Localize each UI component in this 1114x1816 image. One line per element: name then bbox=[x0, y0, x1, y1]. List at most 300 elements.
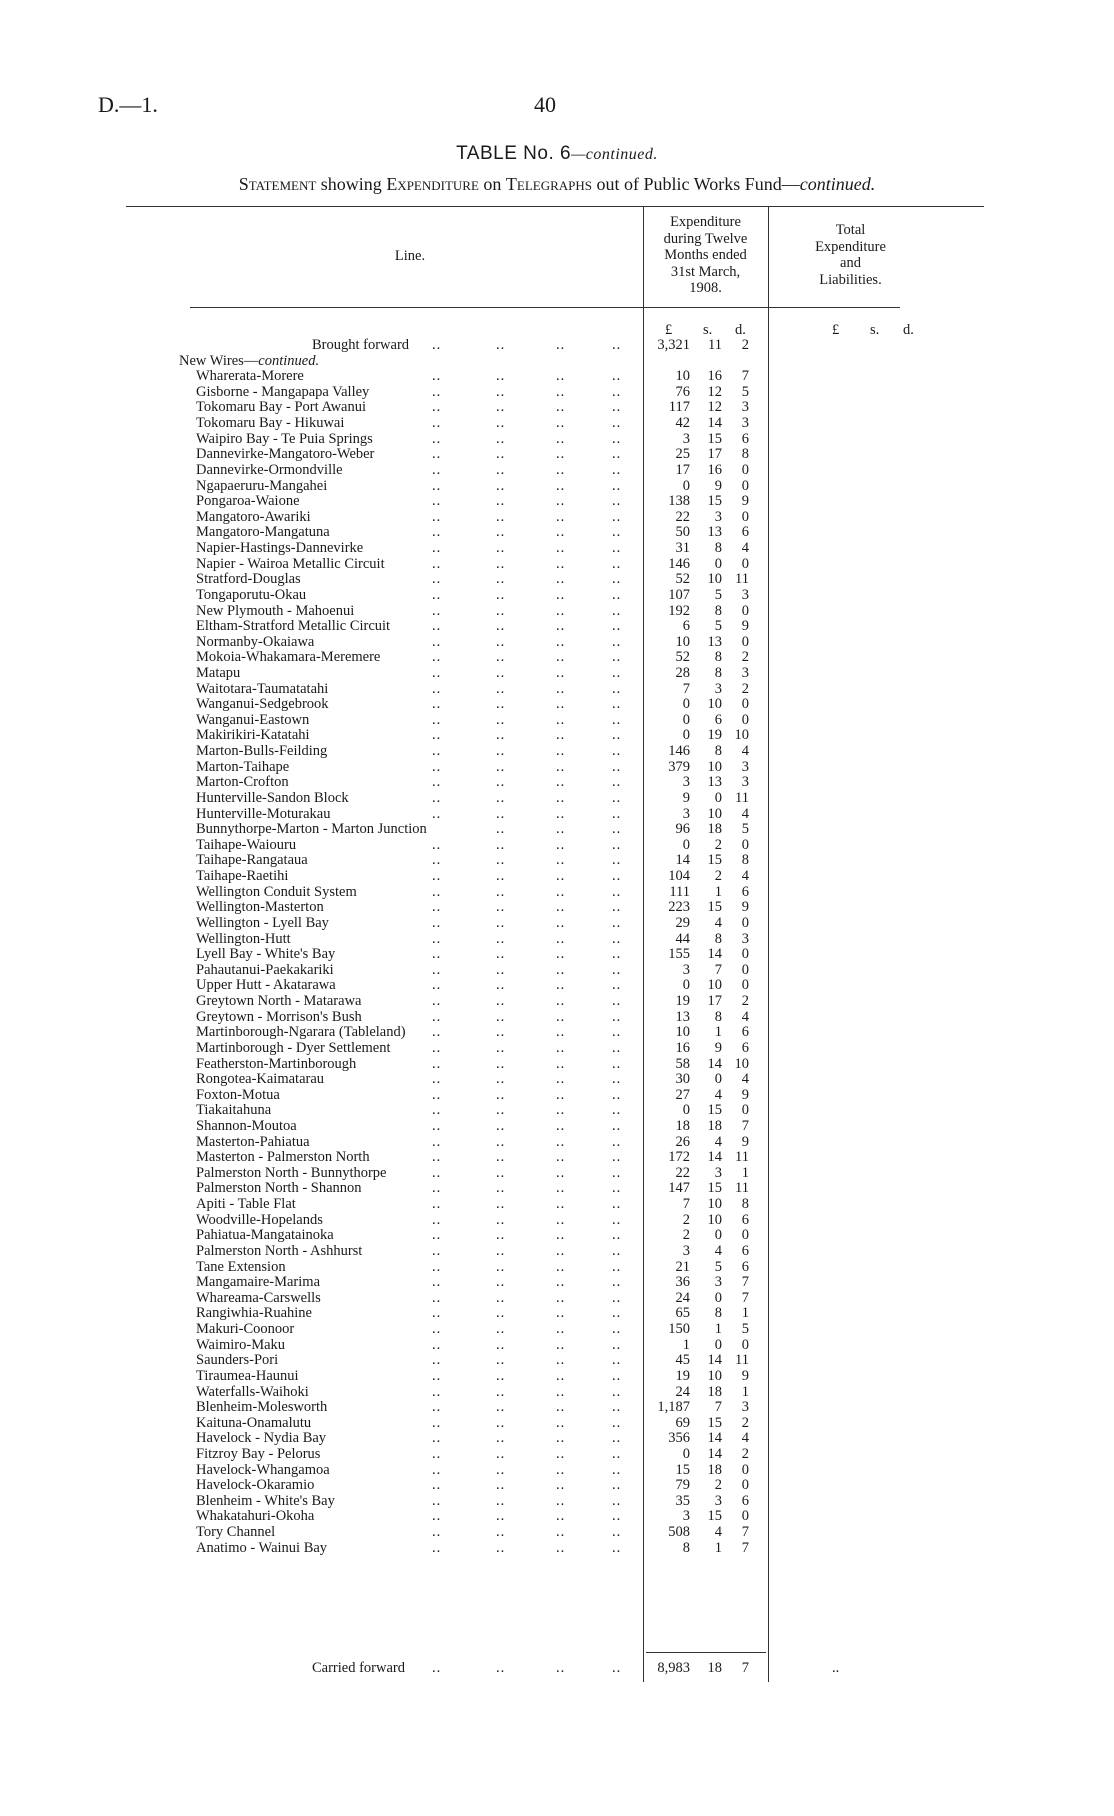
leader-dot: .. bbox=[432, 368, 442, 384]
leader-dot: .. bbox=[432, 446, 442, 462]
leader-dot: .. bbox=[496, 665, 506, 681]
leader-dot: .. bbox=[556, 1290, 566, 1306]
pounds-value: 44 bbox=[675, 931, 690, 947]
currency-pounds-label: £ bbox=[665, 322, 673, 338]
table-row bbox=[0, 1290, 1114, 1306]
pounds-value: 24 bbox=[675, 1290, 690, 1306]
leader-dot: .. bbox=[556, 415, 566, 431]
leader-dot: .. bbox=[612, 899, 622, 915]
table-row bbox=[0, 931, 1114, 947]
pounds-value: 0 bbox=[682, 696, 690, 712]
leader-dot: .. bbox=[612, 915, 622, 931]
row-label: Matapu bbox=[196, 665, 241, 681]
table-row bbox=[0, 1508, 1114, 1524]
row-label: Pongaroa-Waione bbox=[196, 493, 300, 509]
leader-dot: .. bbox=[496, 509, 506, 525]
table-row bbox=[0, 587, 1114, 603]
leader-dot: .. bbox=[496, 1118, 506, 1134]
table-row bbox=[0, 493, 1114, 509]
leader-dot: .. bbox=[612, 1009, 622, 1025]
pounds-value: 3 bbox=[682, 1508, 690, 1524]
leader-dot: .. bbox=[496, 368, 506, 384]
pence-value: 4 bbox=[741, 1430, 749, 1446]
pence-value: 6 bbox=[741, 1493, 749, 1509]
leader-dot: .. bbox=[556, 509, 566, 525]
document-code: D.—1. bbox=[98, 92, 158, 117]
leader-dot: .. bbox=[556, 337, 566, 353]
leader-dot: .. bbox=[496, 681, 506, 697]
table-row bbox=[0, 603, 1114, 619]
leader-dot: .. bbox=[612, 931, 622, 947]
pounds-value: 0 bbox=[682, 1102, 690, 1118]
row-label: Woodville-Hopelands bbox=[196, 1212, 323, 1228]
table-row bbox=[0, 1009, 1114, 1025]
leader-dot: .. bbox=[612, 368, 622, 384]
leader-dot: .. bbox=[556, 743, 566, 759]
pounds-value: 379 bbox=[668, 759, 690, 775]
pence-value: 9 bbox=[741, 493, 749, 509]
pounds-value: 146 bbox=[668, 556, 690, 572]
leader-dot: .. bbox=[496, 1259, 506, 1275]
row-label: Bunnythorpe-Marton - Marton Junction bbox=[196, 821, 427, 837]
table-row bbox=[0, 399, 1114, 415]
pounds-value: 356 bbox=[668, 1430, 690, 1446]
leader-dot: .. bbox=[432, 1274, 442, 1290]
pounds-value: 17 bbox=[675, 462, 690, 478]
leader-dot: .. bbox=[556, 665, 566, 681]
pounds-value: 10 bbox=[675, 1024, 690, 1040]
shillings-value: 8 bbox=[714, 540, 722, 556]
row-label: Upper Hutt - Akatarawa bbox=[196, 977, 336, 993]
table-row bbox=[0, 1149, 1114, 1165]
leader-dot: .. bbox=[432, 478, 442, 494]
leader-dot: .. bbox=[496, 1009, 506, 1025]
pounds-value: 117 bbox=[668, 399, 690, 415]
row-label: Carried forward bbox=[312, 1660, 405, 1676]
table-row bbox=[0, 1462, 1114, 1478]
shillings-value: 14 bbox=[707, 946, 722, 962]
pence-value: 1 bbox=[741, 1384, 749, 1400]
leader-dot: .. bbox=[612, 1446, 622, 1462]
leader-dot: .. bbox=[612, 399, 622, 415]
pounds-value: 192 bbox=[668, 603, 690, 619]
leader-dot: .. bbox=[556, 1243, 566, 1259]
row-label: Tiraumea-Haunui bbox=[196, 1368, 299, 1384]
shillings-value: 15 bbox=[707, 431, 722, 447]
shillings-value: 18 bbox=[707, 1660, 722, 1676]
leader-dot: .. bbox=[612, 868, 622, 884]
table-row bbox=[0, 1259, 1114, 1275]
leader-dot: .. bbox=[556, 1540, 566, 1556]
leader-dot: .. bbox=[556, 1212, 566, 1228]
row-label: Gisborne - Mangapapa Valley bbox=[196, 384, 370, 400]
leader-dot: .. bbox=[432, 743, 442, 759]
expenditure-header-line: 31st March, bbox=[670, 263, 741, 280]
leader-dot: .. bbox=[556, 1087, 566, 1103]
leader-dot: .. bbox=[496, 821, 506, 837]
shillings-value: 17 bbox=[707, 446, 722, 462]
leader-dot: .. bbox=[432, 462, 442, 478]
pounds-value: 96 bbox=[675, 821, 690, 837]
leader-dot: .. bbox=[556, 634, 566, 650]
leader-dot: .. bbox=[612, 977, 622, 993]
shillings-value: 18 bbox=[707, 1384, 722, 1400]
table-row bbox=[0, 1321, 1114, 1337]
table-row bbox=[0, 1134, 1114, 1150]
leader-dot: .. bbox=[432, 759, 442, 775]
leader-dot: .. bbox=[496, 962, 506, 978]
row-label: Foxton-Motua bbox=[196, 1087, 280, 1103]
pence-value: 4 bbox=[741, 1071, 749, 1087]
row-label: Napier-Hastings-Dannevirke bbox=[196, 540, 364, 556]
pounds-value: 508 bbox=[668, 1524, 690, 1540]
leader-dot: .. bbox=[496, 556, 506, 572]
leader-dot: .. bbox=[612, 821, 622, 837]
leader-dot: .. bbox=[496, 1134, 506, 1150]
pounds-value: 0 bbox=[682, 837, 690, 853]
leader-dot: .. bbox=[612, 681, 622, 697]
leader-dot: .. bbox=[556, 1056, 566, 1072]
pence-value: 0 bbox=[741, 696, 749, 712]
shillings-value: 15 bbox=[707, 1415, 722, 1431]
table-row bbox=[0, 1196, 1114, 1212]
leader-dot: .. bbox=[432, 1024, 442, 1040]
shillings-value: 0 bbox=[714, 1290, 722, 1306]
row-label: Rongotea-Kaimatarau bbox=[196, 1071, 325, 1087]
table-row bbox=[0, 1087, 1114, 1103]
table-row bbox=[0, 743, 1114, 759]
leader-dot: .. bbox=[432, 399, 442, 415]
shillings-value: 18 bbox=[707, 821, 722, 837]
leader-dot: .. bbox=[612, 790, 622, 806]
leader-dot: .. bbox=[612, 1660, 622, 1676]
leader-dot: .. bbox=[556, 1305, 566, 1321]
row-label: Palmerston North - Shannon bbox=[196, 1180, 362, 1196]
table-row bbox=[0, 884, 1114, 900]
pence-value: 0 bbox=[741, 1102, 749, 1118]
leader-dot: .. bbox=[612, 962, 622, 978]
pounds-value: 21 bbox=[675, 1259, 690, 1275]
row-label: Shannon-Moutoa bbox=[196, 1118, 297, 1134]
leader-dot: .. bbox=[556, 946, 566, 962]
pounds-value: 76 bbox=[675, 384, 690, 400]
row-label: Makirikiri-Katatahi bbox=[196, 727, 310, 743]
pounds-value: 10 bbox=[675, 368, 690, 384]
leader-dot: .. bbox=[612, 1149, 622, 1165]
leader-dot: .. bbox=[496, 1071, 506, 1087]
pence-value: 0 bbox=[741, 462, 749, 478]
table-row bbox=[0, 1165, 1114, 1181]
leader-dot: .. bbox=[496, 618, 506, 634]
pounds-value: 18 bbox=[675, 1118, 690, 1134]
table-row bbox=[0, 962, 1114, 978]
row-label: Wellington-Hutt bbox=[196, 931, 291, 947]
row-label: Pahiatua-Mangatainoka bbox=[196, 1227, 334, 1243]
pence-value: 8 bbox=[741, 852, 749, 868]
pence-value: 4 bbox=[741, 743, 749, 759]
row-label: Havelock-Okaramio bbox=[196, 1477, 315, 1493]
shillings-value: 8 bbox=[714, 743, 722, 759]
leader-dot: .. bbox=[432, 1290, 442, 1306]
row-label: Mangamaire-Marima bbox=[196, 1274, 321, 1290]
row-label: Apiti - Table Flat bbox=[196, 1196, 296, 1212]
row-label: Eltham-Stratford Metallic Circuit bbox=[196, 618, 391, 634]
shillings-value: 8 bbox=[714, 603, 722, 619]
shillings-value: 2 bbox=[714, 868, 722, 884]
row-label: Kaituna-Onamalutu bbox=[196, 1415, 312, 1431]
leader-dot: .. bbox=[556, 962, 566, 978]
row-label: Marton-Taihape bbox=[196, 759, 290, 775]
leader-dot: .. bbox=[496, 1056, 506, 1072]
pounds-value: 16 bbox=[675, 1040, 690, 1056]
leader-dot: .. bbox=[556, 556, 566, 572]
pence-value: 0 bbox=[741, 915, 749, 931]
pence-value: 0 bbox=[741, 1508, 749, 1524]
brought-forward-row bbox=[0, 337, 1114, 353]
pounds-value: 1 bbox=[682, 1337, 690, 1353]
leader-dot: .. bbox=[612, 759, 622, 775]
pounds-value: 172 bbox=[668, 1149, 690, 1165]
leader-dot: .. bbox=[612, 1180, 622, 1196]
pence-value: 9 bbox=[741, 1368, 749, 1384]
pence-value: 7 bbox=[741, 1660, 749, 1676]
shillings-value: 0 bbox=[714, 790, 722, 806]
leader-dot: .. bbox=[432, 993, 442, 1009]
pence-value: 0 bbox=[741, 962, 749, 978]
shillings-value: 4 bbox=[714, 1243, 722, 1259]
pounds-value: 42 bbox=[675, 415, 690, 431]
leader-dot: .. bbox=[432, 1384, 442, 1400]
shillings-value: 7 bbox=[714, 962, 722, 978]
shillings-value: 15 bbox=[707, 852, 722, 868]
table-row bbox=[0, 977, 1114, 993]
pounds-value: 147 bbox=[668, 1180, 690, 1196]
row-label: Makuri-Coonoor bbox=[196, 1321, 295, 1337]
leader-dot: .. bbox=[432, 1337, 442, 1353]
leader-dot: .. bbox=[612, 1337, 622, 1353]
leader-dot: .. bbox=[612, 1352, 622, 1368]
row-label: Lyell Bay - White's Bay bbox=[196, 946, 336, 962]
total-leader-dots: .. bbox=[832, 1660, 840, 1676]
row-label: Tane Extension bbox=[196, 1259, 286, 1275]
leader-dot: .. bbox=[612, 1368, 622, 1384]
leader-dot: .. bbox=[612, 446, 622, 462]
leader-dot: .. bbox=[612, 478, 622, 494]
leader-dot: .. bbox=[496, 774, 506, 790]
table-row bbox=[0, 1384, 1114, 1400]
shillings-value: 8 bbox=[714, 649, 722, 665]
pounds-value: 31 bbox=[675, 540, 690, 556]
pence-value: 7 bbox=[741, 1524, 749, 1540]
leader-dot: .. bbox=[432, 852, 442, 868]
leader-dot: .. bbox=[496, 1274, 506, 1290]
shillings-value: 10 bbox=[707, 1196, 722, 1212]
leader-dot: .. bbox=[432, 1446, 442, 1462]
shillings-value: 0 bbox=[714, 556, 722, 572]
leader-dot: .. bbox=[556, 759, 566, 775]
table-row bbox=[0, 1040, 1114, 1056]
leader-dot: .. bbox=[612, 837, 622, 853]
leader-dot: .. bbox=[556, 618, 566, 634]
table-row bbox=[0, 1337, 1114, 1353]
leader-dot: .. bbox=[556, 1430, 566, 1446]
shillings-value: 1 bbox=[714, 884, 722, 900]
subtitle-part: Statement bbox=[238, 174, 317, 194]
table-row bbox=[0, 1493, 1114, 1509]
leader-dot: .. bbox=[432, 727, 442, 743]
pence-value: 6 bbox=[741, 1243, 749, 1259]
table-row bbox=[0, 774, 1114, 790]
row-label: Tongaporutu-Okau bbox=[196, 587, 307, 603]
pence-value: 2 bbox=[741, 681, 749, 697]
leader-dot: .. bbox=[432, 790, 442, 806]
shillings-value: 10 bbox=[707, 806, 722, 822]
total-header-line: Expenditure bbox=[815, 238, 886, 255]
leader-dot: .. bbox=[432, 884, 442, 900]
leader-dot: .. bbox=[612, 1462, 622, 1478]
shillings-value: 3 bbox=[714, 509, 722, 525]
leader-dot: .. bbox=[612, 337, 622, 353]
table-row bbox=[0, 384, 1114, 400]
shillings-value: 16 bbox=[707, 462, 722, 478]
row-label: Whareama-Carswells bbox=[196, 1290, 321, 1306]
leader-dot: .. bbox=[496, 1149, 506, 1165]
shillings-value: 9 bbox=[714, 1040, 722, 1056]
pence-value: 8 bbox=[741, 446, 749, 462]
shillings-value: 18 bbox=[707, 1118, 722, 1134]
shillings-value: 0 bbox=[714, 1227, 722, 1243]
expenditure-header-line: Months ended bbox=[664, 247, 747, 263]
leader-dot: .. bbox=[556, 540, 566, 556]
pounds-value: 150 bbox=[668, 1321, 690, 1337]
leader-dot: .. bbox=[432, 634, 442, 650]
pounds-value: 58 bbox=[675, 1056, 690, 1072]
row-label: Blenheim-Molesworth bbox=[196, 1399, 328, 1415]
leader-dot: .. bbox=[432, 1009, 442, 1025]
leader-dot: .. bbox=[556, 774, 566, 790]
pence-value: 3 bbox=[741, 1399, 749, 1415]
table-title-main: TABLE No. 6 bbox=[456, 143, 572, 164]
table-row bbox=[0, 899, 1114, 915]
leader-dot: .. bbox=[556, 915, 566, 931]
total-header-line: and bbox=[840, 255, 861, 271]
shillings-value: 5 bbox=[714, 618, 722, 634]
subtitle-part: out of Public Works Fund— bbox=[592, 174, 800, 194]
pounds-value: 35 bbox=[675, 1493, 690, 1509]
leader-dot: .. bbox=[496, 1430, 506, 1446]
row-label: Pahautanui-Paekakariki bbox=[196, 962, 334, 978]
table-row bbox=[0, 946, 1114, 962]
leader-dot: .. bbox=[612, 665, 622, 681]
leader-dot: .. bbox=[612, 649, 622, 665]
leader-dot: .. bbox=[432, 915, 442, 931]
pounds-value: 107 bbox=[668, 587, 690, 603]
leader-dot: .. bbox=[496, 696, 506, 712]
shillings-value: 14 bbox=[707, 1430, 722, 1446]
shillings-value: 8 bbox=[714, 1305, 722, 1321]
pounds-value: 7 bbox=[682, 1196, 690, 1212]
row-label: Ngapaeruru-Mangahei bbox=[196, 478, 328, 494]
row-label: New Wires—continued. bbox=[179, 352, 320, 369]
leader-dot: .. bbox=[496, 790, 506, 806]
shillings-value: 14 bbox=[707, 415, 722, 431]
leader-dot: .. bbox=[432, 1524, 442, 1540]
leader-dot: .. bbox=[612, 1243, 622, 1259]
shillings-value: 9 bbox=[714, 478, 722, 494]
leader-dot: .. bbox=[612, 712, 622, 728]
leader-dot: .. bbox=[432, 712, 442, 728]
shillings-value: 14 bbox=[707, 1149, 722, 1165]
pence-value: 7 bbox=[741, 1540, 749, 1556]
pence-value: 2 bbox=[741, 1415, 749, 1431]
column-header-expenditure bbox=[643, 214, 768, 297]
leader-dot: .. bbox=[496, 884, 506, 900]
leader-dot: .. bbox=[612, 587, 622, 603]
leader-dot: .. bbox=[612, 1056, 622, 1072]
leader-dot: .. bbox=[556, 524, 566, 540]
leader-dot: .. bbox=[612, 1524, 622, 1540]
row-label: Masterton-Pahiatua bbox=[196, 1134, 310, 1150]
leader-dot: .. bbox=[612, 540, 622, 556]
leader-dot: .. bbox=[612, 431, 622, 447]
leader-dot: .. bbox=[556, 1384, 566, 1400]
leader-dot: .. bbox=[556, 1321, 566, 1337]
shillings-value: 8 bbox=[714, 665, 722, 681]
leader-dot: .. bbox=[556, 1227, 566, 1243]
shillings-value: 5 bbox=[714, 587, 722, 603]
pence-value: 4 bbox=[741, 868, 749, 884]
leader-dot: .. bbox=[496, 1368, 506, 1384]
leader-dot: .. bbox=[612, 1305, 622, 1321]
row-label: Tory Channel bbox=[196, 1524, 276, 1540]
leader-dot: .. bbox=[612, 1493, 622, 1509]
row-label: Masterton - Palmerston North bbox=[196, 1149, 370, 1165]
table-row bbox=[0, 1102, 1114, 1118]
leader-dot: .. bbox=[496, 446, 506, 462]
row-label: New Plymouth - Mahoenui bbox=[196, 603, 355, 619]
shillings-value: 2 bbox=[714, 837, 722, 853]
shillings-value: 1 bbox=[714, 1540, 722, 1556]
pounds-value: 26 bbox=[675, 1134, 690, 1150]
leader-dot: .. bbox=[496, 977, 506, 993]
pounds-value: 3 bbox=[682, 431, 690, 447]
pence-value: 3 bbox=[741, 665, 749, 681]
leader-dot: .. bbox=[556, 837, 566, 853]
leader-dot: .. bbox=[432, 571, 442, 587]
leader-dot: .. bbox=[432, 1149, 442, 1165]
row-label: Havelock-Whangamoa bbox=[196, 1462, 330, 1478]
leader-dot: .. bbox=[432, 806, 442, 822]
leader-dot: .. bbox=[496, 524, 506, 540]
pence-value: 11 bbox=[735, 1149, 749, 1165]
table-row bbox=[0, 1540, 1114, 1556]
pounds-value: 3 bbox=[682, 806, 690, 822]
leader-dot: .. bbox=[556, 1009, 566, 1025]
leader-dot: .. bbox=[496, 712, 506, 728]
pence-value: 6 bbox=[741, 431, 749, 447]
pounds-value: 8,983 bbox=[657, 1660, 690, 1676]
leader-dot: .. bbox=[496, 1305, 506, 1321]
pounds-value: 15 bbox=[675, 1462, 690, 1478]
pence-value: 7 bbox=[741, 368, 749, 384]
table-subtitle bbox=[0, 174, 1114, 195]
leader-dot: .. bbox=[556, 1493, 566, 1509]
pence-value: 5 bbox=[741, 384, 749, 400]
leader-dot: .. bbox=[496, 852, 506, 868]
leader-dot: .. bbox=[612, 634, 622, 650]
table-row bbox=[0, 1446, 1114, 1462]
table-row bbox=[0, 1274, 1114, 1290]
